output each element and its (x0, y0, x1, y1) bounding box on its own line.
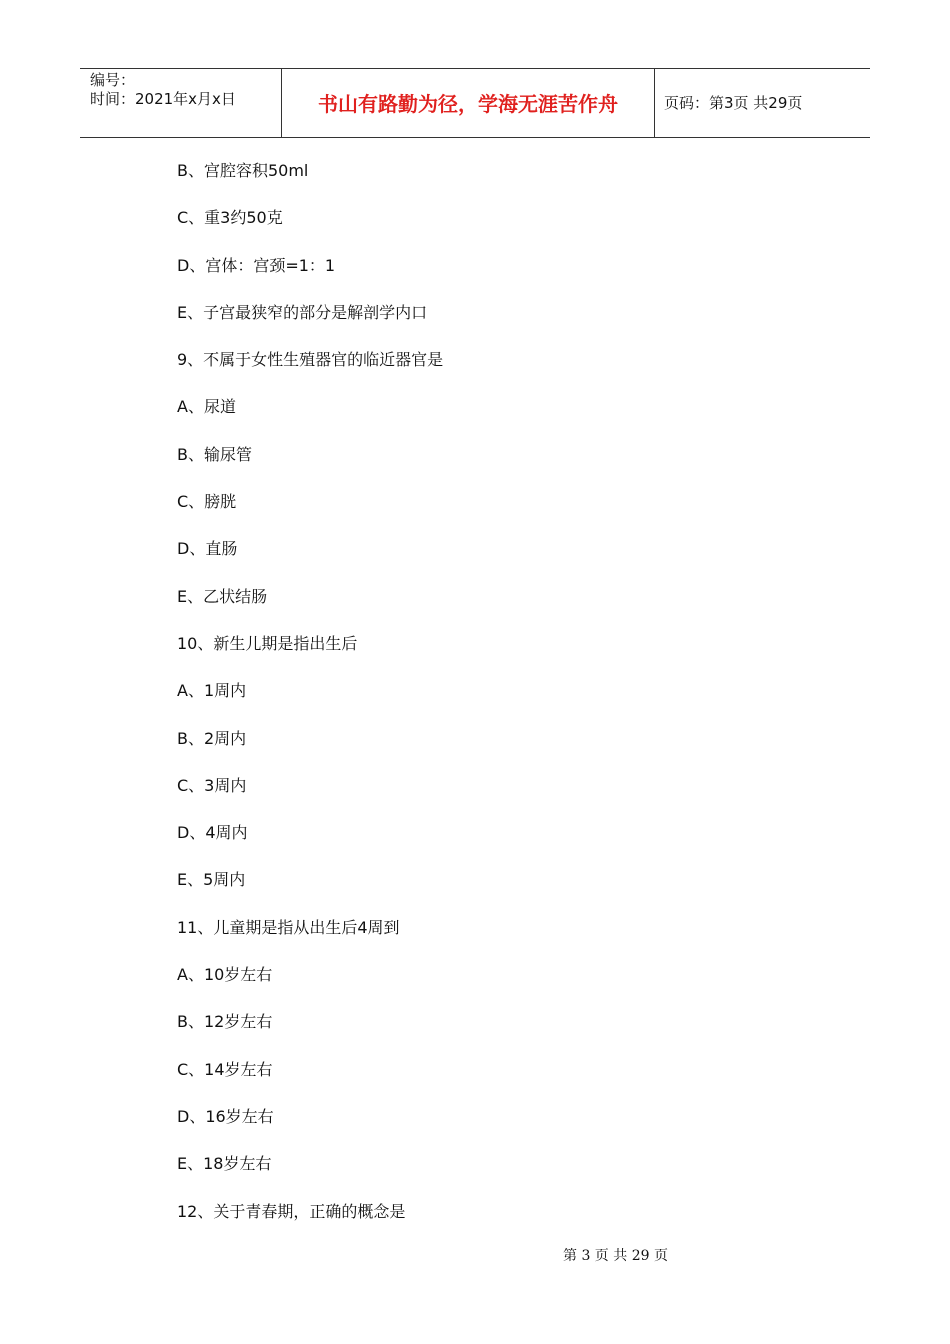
text-line: A、10岁左右 (177, 965, 273, 985)
header-middle-cell (282, 69, 655, 137)
text-line: B、输尿管 (177, 444, 252, 464)
header-page-info: 页码：第3页 共29页 (664, 94, 803, 112)
header-left-cell (80, 69, 282, 137)
document-body (177, 157, 817, 1245)
text-line: B、2周内 (177, 728, 247, 748)
text-line: C、膀胱 (177, 492, 237, 512)
text-line: B、12岁左右 (177, 1012, 273, 1032)
question-line: 12、关于青春期，正确的概念是 (177, 1201, 406, 1221)
question-line: 9、不属于女性生殖器官的临近器官是 (177, 350, 444, 370)
page-header (80, 68, 870, 138)
text-line: D、16岁左右 (177, 1106, 274, 1126)
header-right-cell (655, 69, 870, 137)
text-line: E、乙状结肠 (177, 586, 268, 606)
text-line: A、1周内 (177, 681, 247, 701)
text-line: D、4周内 (177, 823, 248, 843)
question-line: 11、儿童期是指从出生后4周到 (177, 917, 400, 937)
text-line: E、子宫最狭窄的部分是解剖学内口 (177, 302, 428, 322)
page-footer: 第 3 页 共 29 页 (563, 1248, 668, 1264)
text-line: D、直肠 (177, 539, 238, 559)
text-line: D、宫体：宫颈=1：1 (177, 255, 336, 275)
number-label: 编号： (90, 71, 136, 89)
text-line: C、14岁左右 (177, 1059, 273, 1079)
question-line: 10、新生儿期是指出生后 (177, 633, 358, 653)
text-line: A、尿道 (177, 397, 236, 417)
date-label: 时间：2021年x月x日 (90, 90, 236, 108)
header-motto: 书山有路勤为径，学海无涯苦作舟 (318, 92, 618, 116)
text-line: E、5周内 (177, 870, 246, 890)
text-line: B、宫腔容积50ml (177, 161, 309, 180)
text-line: E、18岁左右 (177, 1154, 272, 1174)
text-line: C、重3约50克 (177, 208, 283, 228)
text-line: C、3周内 (177, 775, 247, 795)
